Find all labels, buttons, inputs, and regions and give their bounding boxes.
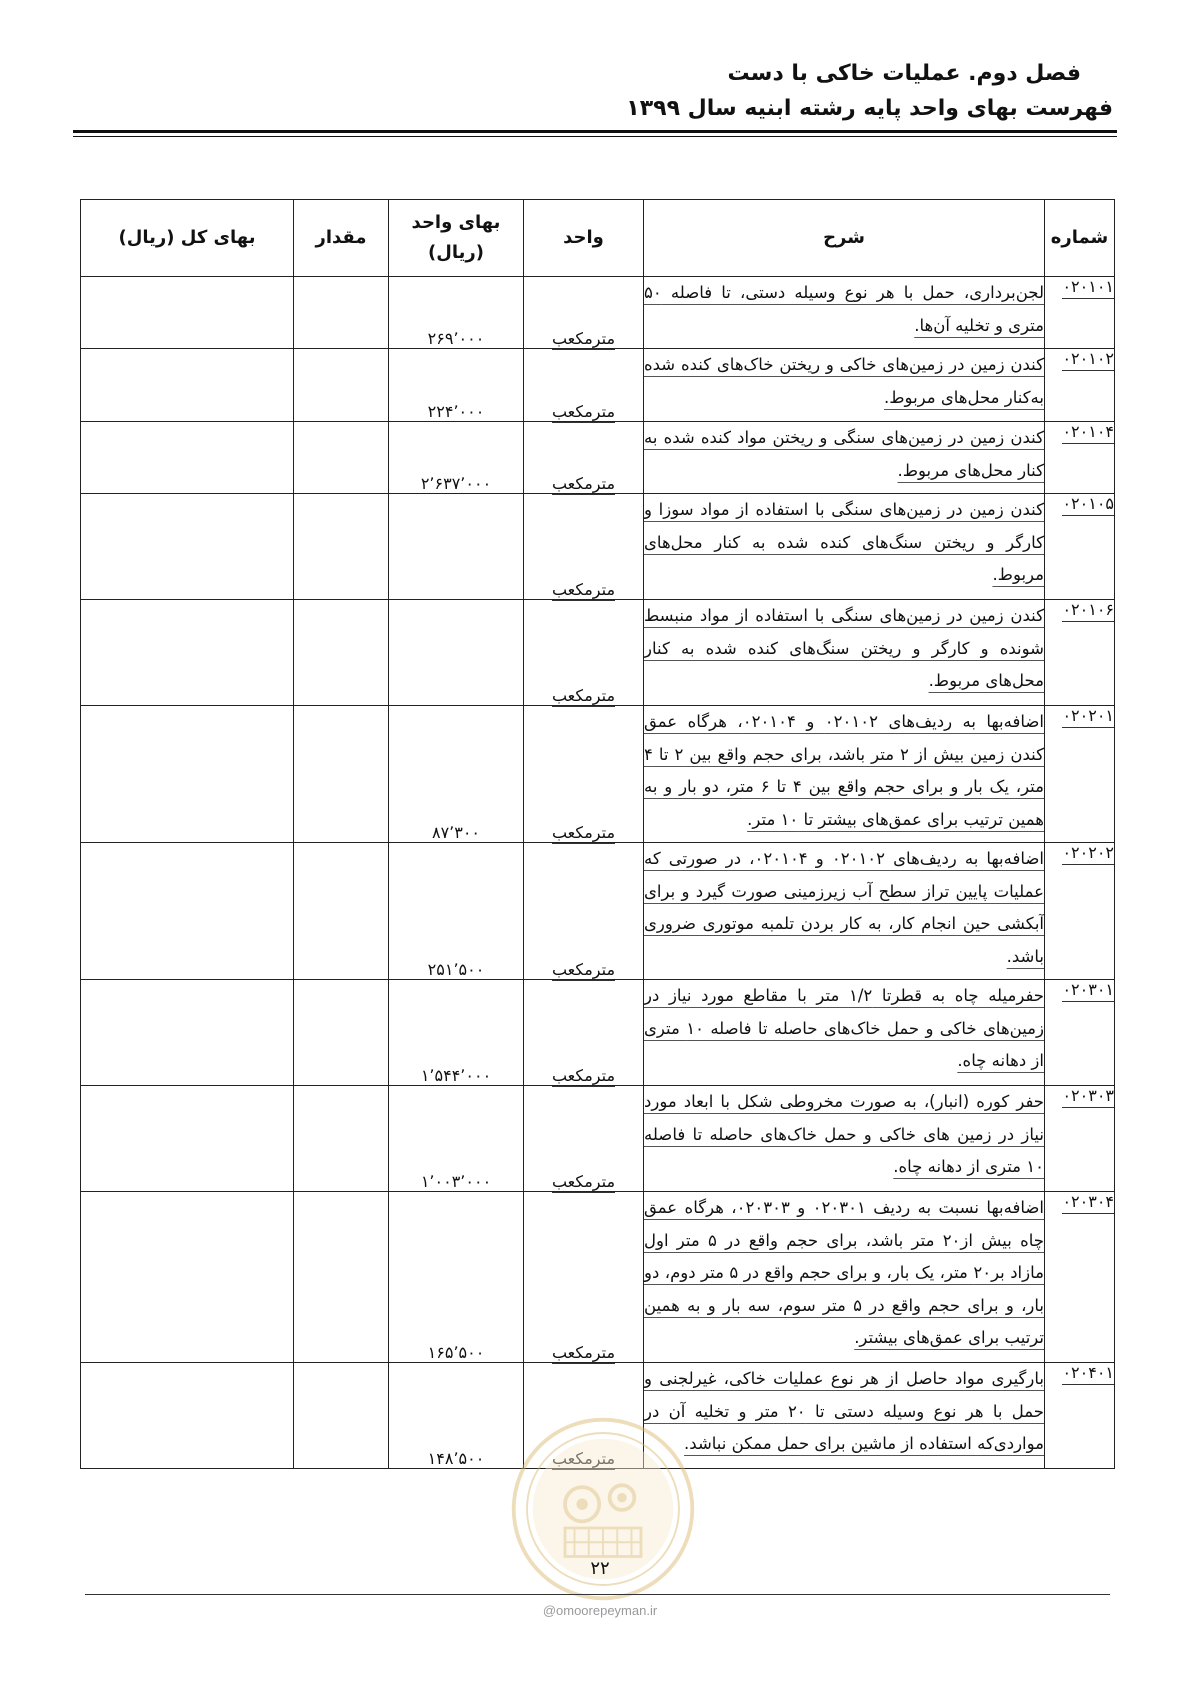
header-quantity: مقدار: [294, 200, 389, 277]
item-quantity: [294, 349, 389, 422]
price-table: [80, 199, 1115, 1469]
table-row: [81, 494, 1115, 600]
price-list-title: فهرست بهای واحد پایه رشته ابنیه سال ۱۳۹۹: [626, 96, 1113, 121]
item-quantity: [294, 494, 389, 600]
item-description: اضافه‌بها به ردیف‌های ۰۲۰۱۰۲ و ۰۲۰۱۰۴، هرگاه عمق کندن زمین بیش از ۲ متر باشد، برای حجم واقع بین ۲ تا ۴ متر، یک بار و برای حجم واقع بین ۴ تا ۶ متر، دو بار و به همین ترتیب برای عمق‌های بیشتر تا ۱۰ متر.: [644, 712, 1044, 829]
item-quantity: [294, 422, 389, 494]
item-unit-price: ۱۶۵٬۵۰۰: [389, 1192, 524, 1363]
table-row: [81, 600, 1115, 706]
item-description: کندن زمین در زمین‌های سنگی با استفاده از مواد منبسط شونده و کارگر و ریختن سنگ‌های کنده شده به کنار محل‌های مربوط.: [644, 606, 1044, 690]
item-unit-price: ۱٬۵۴۴٬۰۰۰: [389, 980, 524, 1086]
item-code: ۰۲۰۱۰۶: [1062, 600, 1114, 622]
item-description: اضافه‌بها به ردیف‌های ۰۲۰۱۰۲ و ۰۲۰۱۰۴، در صورتی که عملیات پایین تراز سطح آب زیرزمینی صورت گیرد و برای آبکشی حین انجام کار، به کار بردن تلمبه موتوری ضروری باشد.: [644, 849, 1044, 966]
table-row: [81, 1086, 1115, 1192]
table-row: [81, 277, 1115, 349]
item-description: لجن‌برداری، حمل با هر نوع وسیله دستی، تا فاصله ۵۰ متری و تخلیه آن‌ها.: [644, 283, 1044, 335]
item-unit-price: ۲٬۶۳۷٬۰۰۰: [389, 422, 524, 494]
item-description: اضافه‌بها نسبت به ردیف ۰۲۰۳۰۱ و ۰۲۰۳۰۳، هرگاه عمق چاه بیش از۲۰ متر باشد، برای حجم واقع در ۵ متر اول مازاد بر۲۰ متر، یک بار، و برای حجم واقع در ۵ متر دوم، دو بار، و برای حجم واقع در ۵ متر سوم، سه بار و به همین ترتیب برای عمق‌های بیشتر.: [644, 1198, 1044, 1347]
item-unit: مترمکعب: [551, 474, 616, 493]
item-total-price: [81, 277, 294, 349]
item-code: ۰۲۰۱۰۱: [1062, 277, 1114, 299]
header-total-price: بهای کل (ریال): [81, 200, 294, 277]
item-unit-price: [389, 494, 524, 600]
header-rule-thin: [73, 136, 1117, 137]
item-total-price: [81, 980, 294, 1086]
item-quantity: [294, 1363, 389, 1469]
header-unit-price-line1: بهای واحد: [411, 212, 501, 233]
item-code: ۰۲۰۳۰۳: [1062, 1086, 1114, 1108]
item-quantity: [294, 1192, 389, 1363]
item-description: حفر کوره (انبار)، به صورت مخروطی شکل با ابعاد مورد نیاز در زمین های خاکی و حمل خاک‌های حاصله تا فاصله ۱۰ متری از دهانه چاه.: [644, 1092, 1044, 1176]
item-description: کندن زمین در زمین‌های سنگی با استفاده از مواد سوزا و کارگر و ریختن سنگ‌های کنده شده به کنار محل‌های مربوط.: [644, 500, 1044, 584]
header-unit-price-line2: (ریال): [428, 242, 484, 263]
item-unit: مترمکعب: [551, 686, 616, 705]
item-description: بارگیری مواد حاصل از هر نوع عملیات خاکی، غیرلجنی و حمل با هر نوع وسیله دستی تا ۲۰ متر و تخلیه آن در مواردی‌که استفاده از ماشین برای حمل ممکن نباشد.: [644, 1369, 1044, 1453]
item-total-price: [81, 494, 294, 600]
table-row: [81, 706, 1115, 843]
item-code: ۰۲۰۲۰۲: [1062, 843, 1114, 865]
item-quantity: [294, 600, 389, 706]
item-unit: مترمکعب: [551, 1343, 616, 1362]
item-unit: مترمکعب: [551, 329, 616, 348]
item-unit-price: ۲۶۹٬۰۰۰: [389, 277, 524, 349]
item-code: ۰۲۰۳۰۴: [1062, 1192, 1114, 1214]
item-unit: مترمکعب: [551, 1449, 616, 1468]
table-row: [81, 349, 1115, 422]
item-description: کندن زمین در زمین‌های خاکی و ریختن خاک‌های کنده شده به‌کنار محل‌های مربوط.: [644, 355, 1044, 407]
page-header: [73, 58, 1113, 126]
header-unit: واحد: [524, 200, 644, 277]
item-quantity: [294, 277, 389, 349]
item-unit-price: ۲۵۱٬۵۰۰: [389, 843, 524, 980]
item-unit: مترمکعب: [551, 580, 616, 599]
item-code: ۰۲۰۳۰۱: [1062, 980, 1114, 1002]
header-description: شرح: [644, 200, 1045, 277]
item-total-price: [81, 1363, 294, 1469]
table-row: [81, 980, 1115, 1086]
item-unit: مترمکعب: [551, 402, 616, 421]
table-row: [81, 1192, 1115, 1363]
table-row: [81, 1363, 1115, 1469]
item-code: ۰۲۰۲۰۱: [1062, 706, 1114, 728]
item-total-price: [81, 843, 294, 980]
item-total-price: [81, 349, 294, 422]
chapter-title: فصل دوم. عملیات خاکی با دست: [727, 61, 1081, 86]
item-description: کندن زمین در زمین‌های سنگی و ریختن مواد کنده شده به کنار محل‌های مربوط.: [644, 428, 1044, 480]
item-code: ۰۲۰۱۰۴: [1062, 422, 1114, 444]
item-quantity: [294, 1086, 389, 1192]
item-unit-price: ۱۴۸٬۵۰۰: [389, 1363, 524, 1469]
item-unit: مترمکعب: [551, 823, 616, 842]
header-code: شماره: [1045, 200, 1115, 277]
item-total-price: [81, 1086, 294, 1192]
item-unit-price: ۸۷٬۳۰۰: [389, 706, 524, 843]
item-total-price: [81, 1192, 294, 1363]
item-total-price: [81, 422, 294, 494]
item-quantity: [294, 980, 389, 1086]
page-number: ۲۲: [590, 1558, 610, 1579]
item-unit-price: ۱٬۰۰۳٬۰۰۰: [389, 1086, 524, 1192]
item-code: ۰۲۰۱۰۲: [1062, 349, 1114, 371]
item-quantity: [294, 843, 389, 980]
table-header-row: [81, 200, 1115, 277]
item-code: ۰۲۰۱۰۵: [1062, 494, 1114, 516]
header-rule-thick: [73, 130, 1117, 133]
header-unit-price: [389, 200, 524, 277]
footer-rule: [85, 1594, 1110, 1595]
watermark-url: @omoorepeyman.ir: [542, 1603, 658, 1618]
item-quantity: [294, 706, 389, 843]
item-unit-price: ۲۲۴٬۰۰۰: [389, 349, 524, 422]
item-unit-price: [389, 600, 524, 706]
item-unit: مترمکعب: [551, 1172, 616, 1191]
item-total-price: [81, 706, 294, 843]
item-description: حفرمیله چاه به قطرتا ۱/۲ متر با مقاطع مورد نیاز در زمین‌های خاکی و حمل خاک‌های حاصله تا فاصله ۱۰ متری از دهانه چاه.: [644, 986, 1044, 1070]
item-total-price: [81, 600, 294, 706]
table-row: [81, 843, 1115, 980]
item-unit: مترمکعب: [551, 1066, 616, 1085]
item-unit: مترمکعب: [551, 960, 616, 979]
item-code: ۰۲۰۴۰۱: [1062, 1363, 1114, 1385]
table-row: [81, 422, 1115, 494]
